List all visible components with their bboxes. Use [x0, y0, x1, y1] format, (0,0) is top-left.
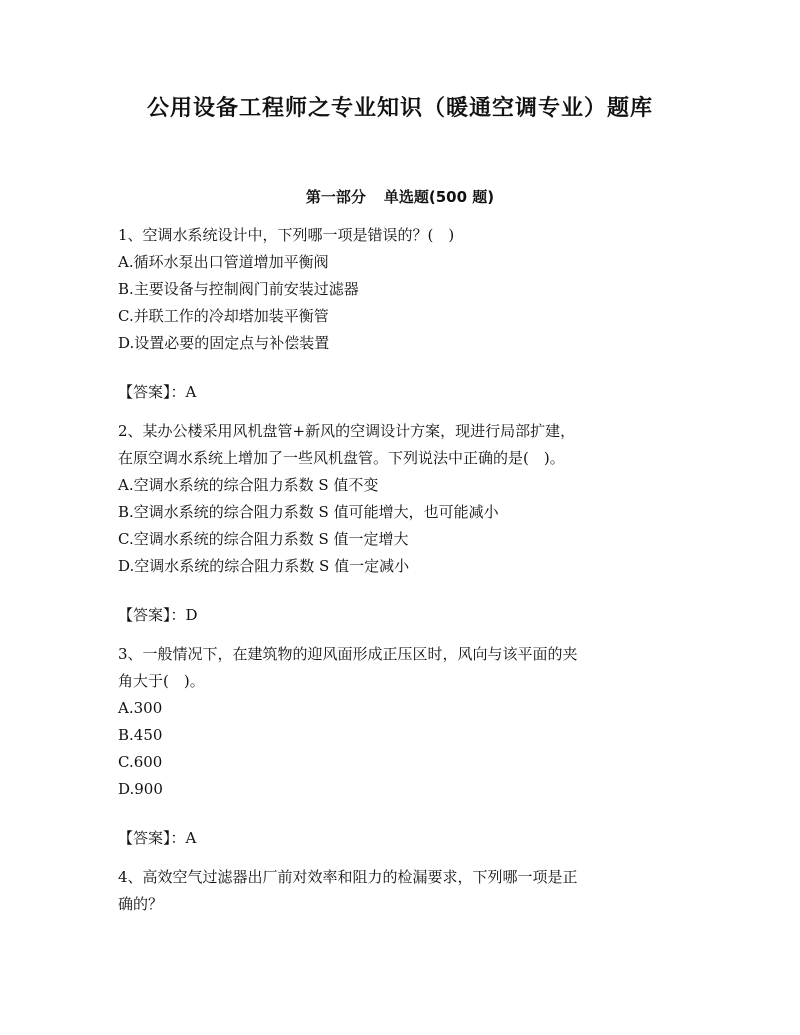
question-stem: 2、某办公楼采用风机盘管+新风的空调设计方案，现进行局部扩建， — [118, 422, 576, 440]
option-a: A.300 — [118, 699, 163, 717]
option-d: D.设置必要的固定点与补偿装置 — [118, 334, 330, 352]
answer-value: D — [185, 606, 198, 624]
question-stem-continued: 确的？ — [118, 895, 164, 913]
question-stem: 4、高效空气过滤器出厂前对效率和阻力的检漏要求，下列哪一项是正 — [118, 868, 578, 886]
answer-line — [118, 602, 688, 629]
question-1 — [118, 222, 688, 406]
option-c: C.600 — [118, 753, 163, 771]
question-2 — [118, 418, 688, 629]
option-a: A.空调水系统的综合阻力系数 S 值不变 — [118, 476, 379, 494]
answer-line — [118, 825, 688, 852]
option-d: D.900 — [118, 780, 163, 798]
answer-value: A — [185, 383, 197, 401]
question-3 — [118, 641, 688, 852]
option-c: C.空调水系统的综合阻力系数 S 值一定增大 — [118, 530, 409, 548]
option-b: B.主要设备与控制阀门前安装过滤器 — [118, 280, 359, 298]
answer-value: A — [185, 829, 197, 847]
question-4 — [118, 864, 688, 918]
answer-label: 【答案】： — [118, 383, 186, 401]
option-b: B.空调水系统的综合阻力系数 S 值可能增大，也可能减小 — [118, 503, 499, 521]
question-stem: 1、空调水系统设计中，下列哪一项是错误的？( ) — [118, 226, 455, 244]
option-a: A.循环水泵出口管道增加平衡阀 — [118, 253, 329, 271]
question-stem-continued: 在原空调水系统上增加了一些风机盘管。下列说法中正确的是( )。 — [118, 449, 565, 467]
option-d: D.空调水系统的综合阻力系数 S 值一定减小 — [118, 557, 410, 575]
question-stem: 3、一般情况下，在建筑物的迎风面形成正压区时，风向与该平面的夹 — [118, 645, 578, 663]
section-part: 第一部分 — [305, 188, 366, 206]
answer-label: 【答案】： — [118, 606, 186, 624]
question-list — [118, 222, 688, 918]
section-heading — [0, 186, 800, 208]
option-c: C.并联工作的冷却塔加装平衡管 — [118, 307, 329, 325]
question-stem-continued: 角大于( )。 — [118, 672, 205, 690]
document-title: 公用设备工程师之专业知识（暖通空调专业）题库 — [146, 96, 653, 121]
answer-label: 【答案】： — [118, 829, 186, 847]
answer-line — [118, 379, 688, 406]
section-name: 单选题(500 题) — [383, 188, 495, 206]
option-b: B.450 — [118, 726, 163, 744]
